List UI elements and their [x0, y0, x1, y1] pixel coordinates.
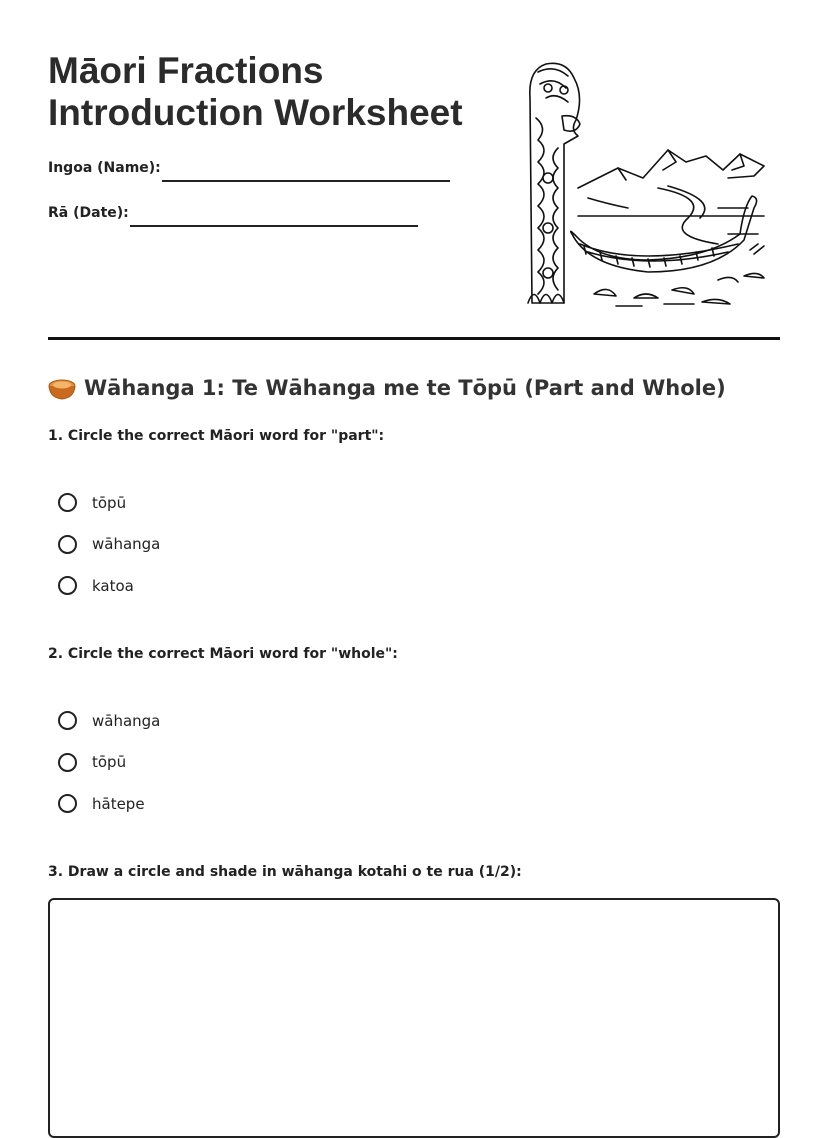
question-2-options	[58, 700, 160, 825]
radio-circle[interactable]	[58, 493, 77, 512]
name-write-line[interactable]	[162, 180, 450, 182]
option-label: tōpū	[92, 753, 127, 772]
river	[578, 186, 764, 244]
question-2-prompt: 2. Circle the correct Māori word for "whole":	[48, 646, 398, 662]
option-label: tōpū	[92, 493, 127, 512]
section-1-title: Wāhanga 1: Te Wāhanga me te Tōpū (Part and Whole)	[84, 376, 726, 400]
question-3-prompt: 3. Draw a circle and shade in wāhanga kotahi o te rua (1/2):	[48, 864, 522, 880]
option-label: wāhanga	[92, 711, 161, 730]
question-1-prompt: 1. Circle the correct Māori word for "part":	[48, 428, 385, 444]
drawing-answer-box[interactable]	[48, 898, 780, 1138]
date-label: Rā (Date):	[48, 205, 129, 221]
q1-option-katoa[interactable]	[58, 565, 160, 607]
option-label: hātepe	[92, 794, 145, 813]
date-write-line[interactable]	[130, 225, 418, 227]
radio-circle[interactable]	[58, 535, 77, 554]
title-line-1: Māori Fractions	[48, 50, 324, 91]
header-divider	[48, 337, 780, 340]
q1-option-wahanga[interactable]	[58, 524, 160, 566]
date-field	[48, 205, 129, 221]
shore-rocks	[594, 273, 764, 304]
option-label: katoa	[92, 576, 134, 595]
name-label: Ingoa (Name):	[48, 160, 161, 176]
worksheet-title	[48, 50, 508, 134]
name-field	[48, 160, 161, 176]
q2-option-wahanga[interactable]	[58, 700, 160, 742]
title-line-2: Introduction Worksheet	[48, 92, 463, 133]
pou-waka-illustration	[518, 58, 770, 310]
radio-circle[interactable]	[58, 576, 77, 595]
radio-circle[interactable]	[58, 711, 77, 730]
q1-option-topu[interactable]	[58, 482, 160, 524]
option-label: wāhanga	[92, 535, 161, 554]
question-1-options	[58, 482, 160, 607]
pie-icon	[48, 374, 76, 402]
radio-circle[interactable]	[58, 753, 77, 772]
section-1-heading	[48, 374, 726, 402]
q2-option-topu[interactable]	[58, 742, 160, 784]
worksheet-page	[48, 0, 780, 1118]
radio-circle[interactable]	[58, 794, 77, 813]
q2-option-hatepe[interactable]	[58, 783, 160, 825]
